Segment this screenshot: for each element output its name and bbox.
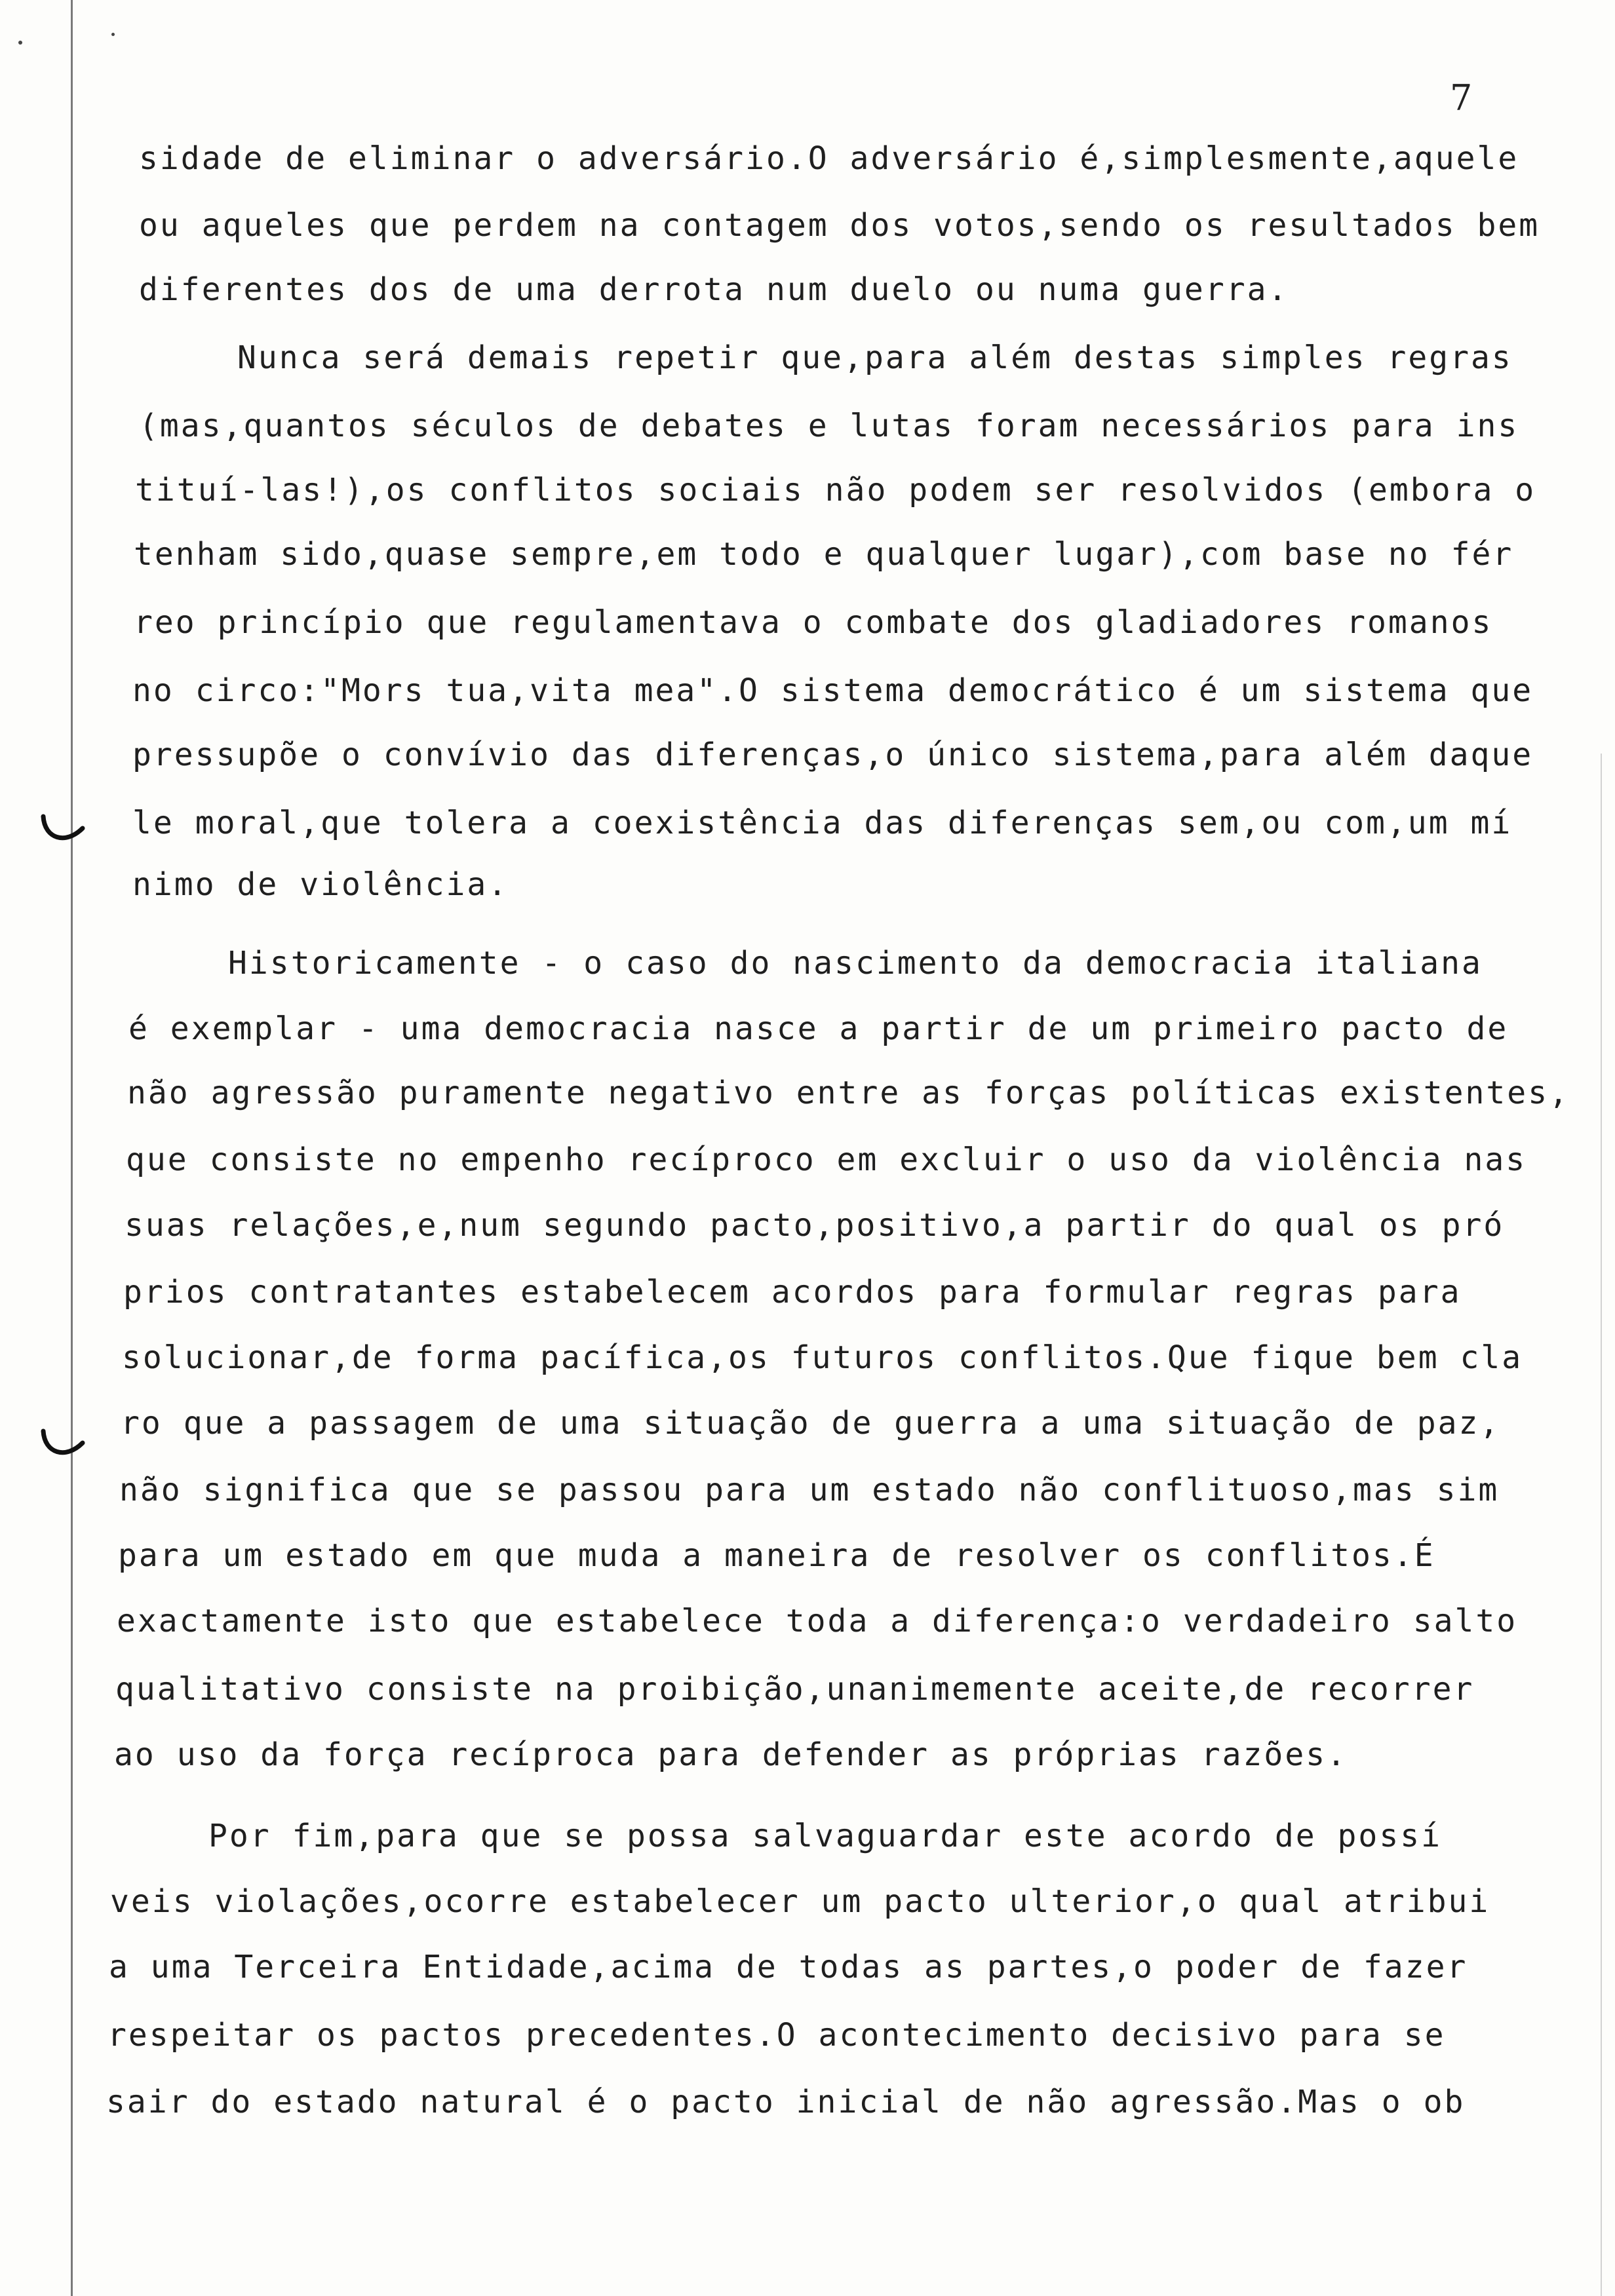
text-line: ao uso da força recíproca para defender as próprias razões.: [114, 1736, 1348, 1773]
text-line: reo princípio que regulamentava o combate dos gladiadores romanos: [134, 604, 1493, 641]
text-line: solucionar,de forma pacífica,os futuros conflitos.Que fique bem cla: [122, 1339, 1523, 1376]
margin-binding-line: [71, 0, 73, 2296]
punch-hole-mark-icon: [39, 1427, 85, 1461]
text-line: qualitativo consiste na proibição,unanimemente aceite,de recorrer: [115, 1671, 1475, 1708]
text-line: exactamente isto que estabelece toda a diferença:o verdadeiro salto: [117, 1603, 1518, 1639]
text-line: é exemplar - uma democracia nasce a partir de um primeiro pacto de: [128, 1010, 1509, 1047]
text-line: sidade de eliminar o adversário.O adversário é,simplesmente,aquele: [139, 140, 1519, 177]
text-line: não agressão puramente negativo entre as forças políticas existentes,: [127, 1075, 1570, 1111]
dust-speck: [18, 41, 22, 45]
text-line: nimo de violência.: [132, 866, 509, 903]
text-line: pressupõe o convívio das diferenças,o único sistema,para além daque: [132, 737, 1534, 773]
text-line: tenham sido,quase sempre,em todo e qualquer lugar),com base no fér: [134, 536, 1514, 573]
text-line: respeitar os pactos precedentes.O acontecimento decisivo para se: [107, 2017, 1446, 2054]
text-line: prios contratantes estabelecem acordos para formular regras para: [123, 1274, 1462, 1311]
text-line: Nunca será demais repetir que,para além destas simples regras: [237, 339, 1513, 376]
text-line: le moral,que tolera a coexistência das diferenças sem,ou com,um mí: [132, 805, 1513, 841]
dust-speck: [111, 33, 115, 36]
text-line: a uma Terceira Entidade,acima de todas as partes,o poder de fazer: [109, 1949, 1468, 1985]
text-line: suas relações,e,num segundo pacto,positivo,a partir do qual os pró: [125, 1207, 1505, 1244]
text-line: tituí-las!),os conflitos sociais não podem ser resolvidos (embora o: [135, 472, 1536, 508]
punch-hole-mark-icon: [39, 813, 85, 847]
text-line: ro que a passagem de uma situação de guerra a uma situação de paz,: [121, 1405, 1501, 1442]
text-line: Por fim,para que se possa salvaguardar este acordo de possí: [208, 1818, 1443, 1854]
text-line: para um estado em que muda a maneira de resolver os conflitos.É: [118, 1537, 1435, 1574]
page-number: 7: [1450, 77, 1473, 119]
text-line: (mas,quantos séculos de debates e lutas foram necessários para ins: [139, 408, 1519, 444]
text-line: ou aqueles que perdem na contagem dos votos,sendo os resultados bem: [139, 207, 1540, 244]
page-edge-line: [1601, 754, 1602, 2296]
text-line: veis violações,ocorre estabelecer um pacto ulterior,o qual atribui: [110, 1883, 1490, 1920]
text-line: que consiste no empenho recíproco em excluir o uso da violência nas: [126, 1141, 1527, 1178]
text-line: diferentes dos de uma derrota num duelo ou numa guerra.: [139, 271, 1289, 308]
text-line: não significa que se passou para um estado não conflituoso,mas sim: [119, 1472, 1500, 1508]
text-line: sair do estado natural é o pacto inicial de não agressão.Mas o ob: [106, 2084, 1466, 2120]
text-line: no circo:"Mors tua,vita mea".O sistema democrático é um sistema que: [132, 672, 1534, 709]
text-line: Historicamente - o caso do nascimento da democracia italiana: [228, 945, 1483, 982]
